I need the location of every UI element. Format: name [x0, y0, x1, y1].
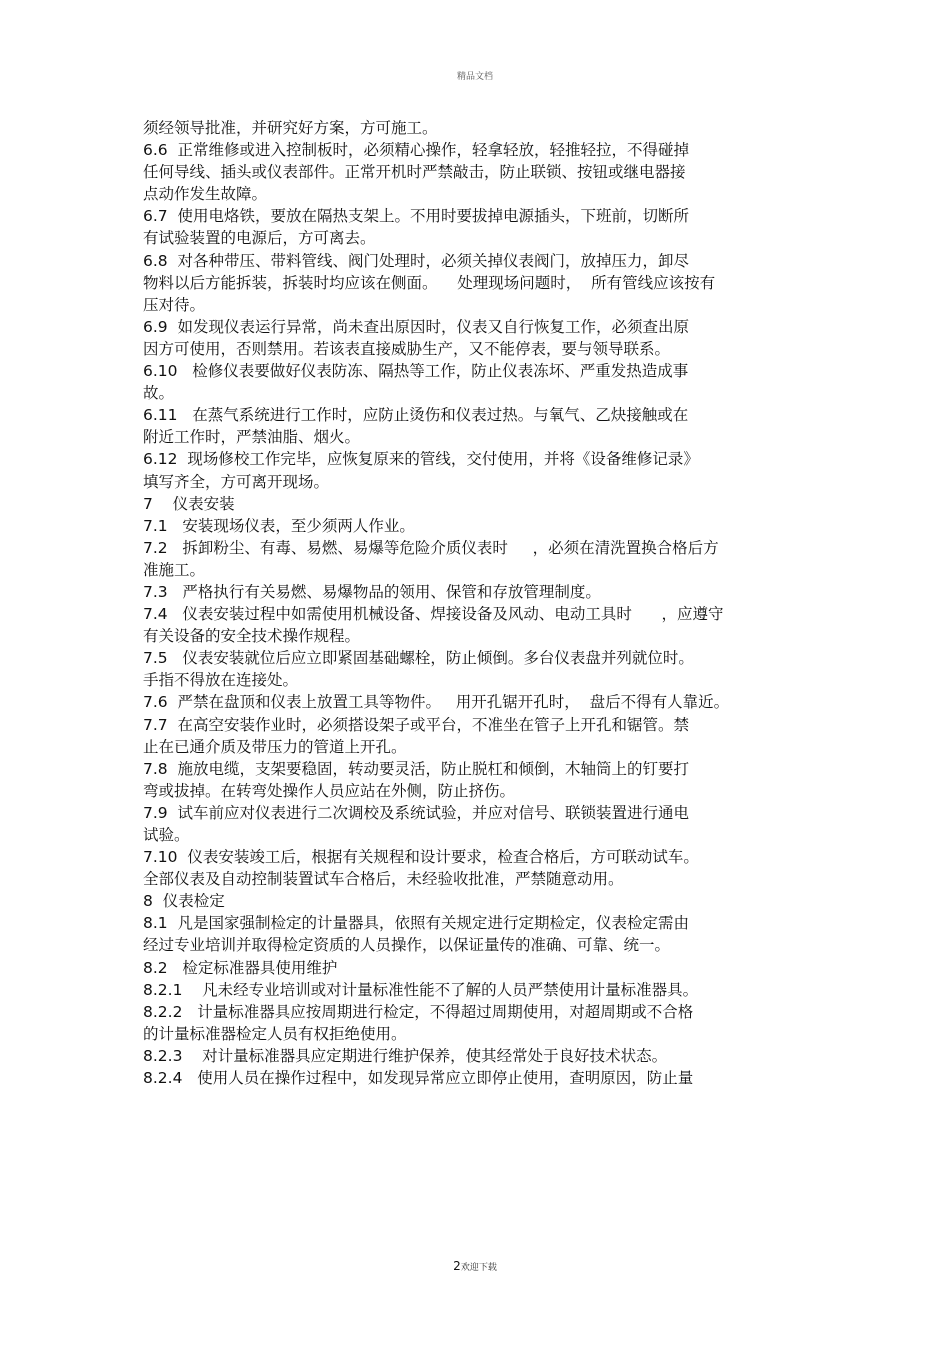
text-line: 6.10 检修仪表要做好仪表防冻、隔热等工作，防止仪表冻坏、严重发热造成事	[143, 362, 689, 381]
text-line: 7 仪表安装	[143, 494, 235, 513]
text-line: 准施工。	[143, 560, 206, 579]
text-line: 须经领导批准，并研究好方案，方可施工。	[143, 119, 438, 137]
text-line: 物料以后方能拆装，拆装时均应该在侧面。 处理现场问题时， 所有管线应该按有	[143, 273, 716, 292]
page-number: 2	[453, 1259, 461, 1273]
text-line: 6.12 现场修校工作完毕，应恢复原来的管线，交付使用，并将《设备维修记录》	[143, 450, 699, 469]
text-line: 有试验装置的电源后，方可离去。	[143, 229, 376, 248]
text-line: 7.8 施放电缆，支架要稳固，转动要灵活，防止脱杠和倾倒，木轴筒上的钉要打	[143, 759, 690, 778]
text-line: 任何导线、插头或仪表部件。正常开机时严禁敲击，防止联锁、按钮或继电器接	[143, 163, 686, 182]
text-line: 手指不得放在连接处。	[143, 671, 299, 690]
text-line: 6.6 正常维修或进入控制板时，必须精心操作，轻拿轻放，轻推轻拉，不得碰掉	[143, 141, 690, 160]
text-line: 8.1 凡是国家强制检定的计量器具，依照有关规定进行定期检定，仪表检定需由	[143, 914, 690, 933]
text-line: 6.8 对各种带压、带料管线、阀门处理时，必须关掉仪表阀门，放掉压力，卸尽	[143, 251, 690, 270]
text-line: 6.11 在蒸气系统进行工作时，应防止烫伤和仪表过热。与氧气、乙炔接触或在	[143, 406, 689, 425]
text-line: 7.2 拆卸粉尘、有毒、易燃、易爆等危险介质仪表时 ，必须在清洗置换合格后方	[143, 538, 719, 557]
text-line: 7.7 在高空安装作业时，必须搭设架子或平台，不准坐在管子上开孔和锯管。禁	[143, 715, 690, 734]
text-line: 8.2.4 使用人员在操作过程中，如发现异常应立即停止使用，查明原因，防止量	[143, 1069, 694, 1088]
text-line: 的计量标准器检定人员有权拒绝使用。	[143, 1024, 407, 1043]
text-line: 点动作发生故障。	[143, 185, 268, 204]
text-line: 8.2 检定标准器具使用维护	[143, 958, 338, 977]
text-line: 止在已通介质及带压力的管道上开孔。	[143, 737, 407, 756]
page-header: 精品文档	[456, 72, 493, 82]
text-line: 6.9 如发现仪表运行异常，尚未查出原因时，仪表又自行恢复工作，必须查出原	[143, 317, 690, 336]
text-line: 全部仪表及自动控制装置试车合格后，未经验收批准，严禁随意动用。	[143, 870, 624, 889]
footer-text: 欢迎下载	[460, 1263, 497, 1273]
text-line: 7.5 仪表安装就位后应立即紧固基础螺栓，防止倾倒。多台仪表盘并列就位时。	[143, 649, 694, 668]
text-line: 7.6 严禁在盘顶和仪表上放置工具等物件。 用开孔锯开孔时， 盘后不得有人靠近。	[143, 693, 730, 712]
text-line: 6.7 使用电烙铁，要放在隔热支架上。不用时要拔掉电源插头，下班前，切断所	[143, 207, 690, 226]
text-line: 有关设备的安全技术操作规程。	[143, 627, 361, 646]
text-line: 弯或拔掉。在转弯处操作人员应站在外侧，防止挤伤。	[143, 781, 516, 800]
text-line: 7.3 严格执行有关易燃、易爆物品的领用、保管和存放管理制度。	[143, 582, 601, 601]
text-line: 填写齐全，方可离开现场。	[143, 472, 330, 491]
text-line: 经过专业培训并取得检定资质的人员操作，以保证量传的准确、可靠、统一。	[143, 936, 671, 955]
text-line: 7.10 仪表安装竣工后，根据有关规程和设计要求，检查合格后，方可联动试车。	[143, 848, 699, 867]
text-line: 压对待。	[143, 295, 206, 314]
text-line: 8.2.2 计量标准器具应按周期进行检定，不得超过周期使用，对超周期或不合格	[143, 1002, 694, 1021]
text-line: 8.2.1 凡未经专业培训或对计量标准性能不了解的人员严禁使用计量标准器具。	[143, 980, 699, 999]
text-line: 8 仪表检定	[143, 892, 225, 911]
text-line: 试验。	[143, 826, 190, 844]
text-line: 故。	[143, 384, 175, 403]
text-line: 附近工作时，严禁油脂、烟火。	[143, 428, 361, 447]
document-body	[143, 117, 833, 1089]
text-line: 7.9 试车前应对仪表进行二次调校及系统试验，并应对信号、联锁装置进行通电	[143, 803, 690, 822]
text-line: 7.4 仪表安装过程中如需使用机械设备、焊接设备及风动、电动工具时 ，应遵守	[143, 605, 724, 624]
text-line: 7.1 安装现场仪表，至少须两人作业。	[143, 516, 415, 535]
text-line: 因方可使用，否则禁用。若该表直接威胁生产，又不能停表，要与领导联系。	[143, 339, 671, 358]
page-footer	[0, 1259, 950, 1273]
text-line: 8.2.3 对计量标准器具应定期进行维护保养，使其经常处于良好技术状态。	[143, 1046, 668, 1065]
